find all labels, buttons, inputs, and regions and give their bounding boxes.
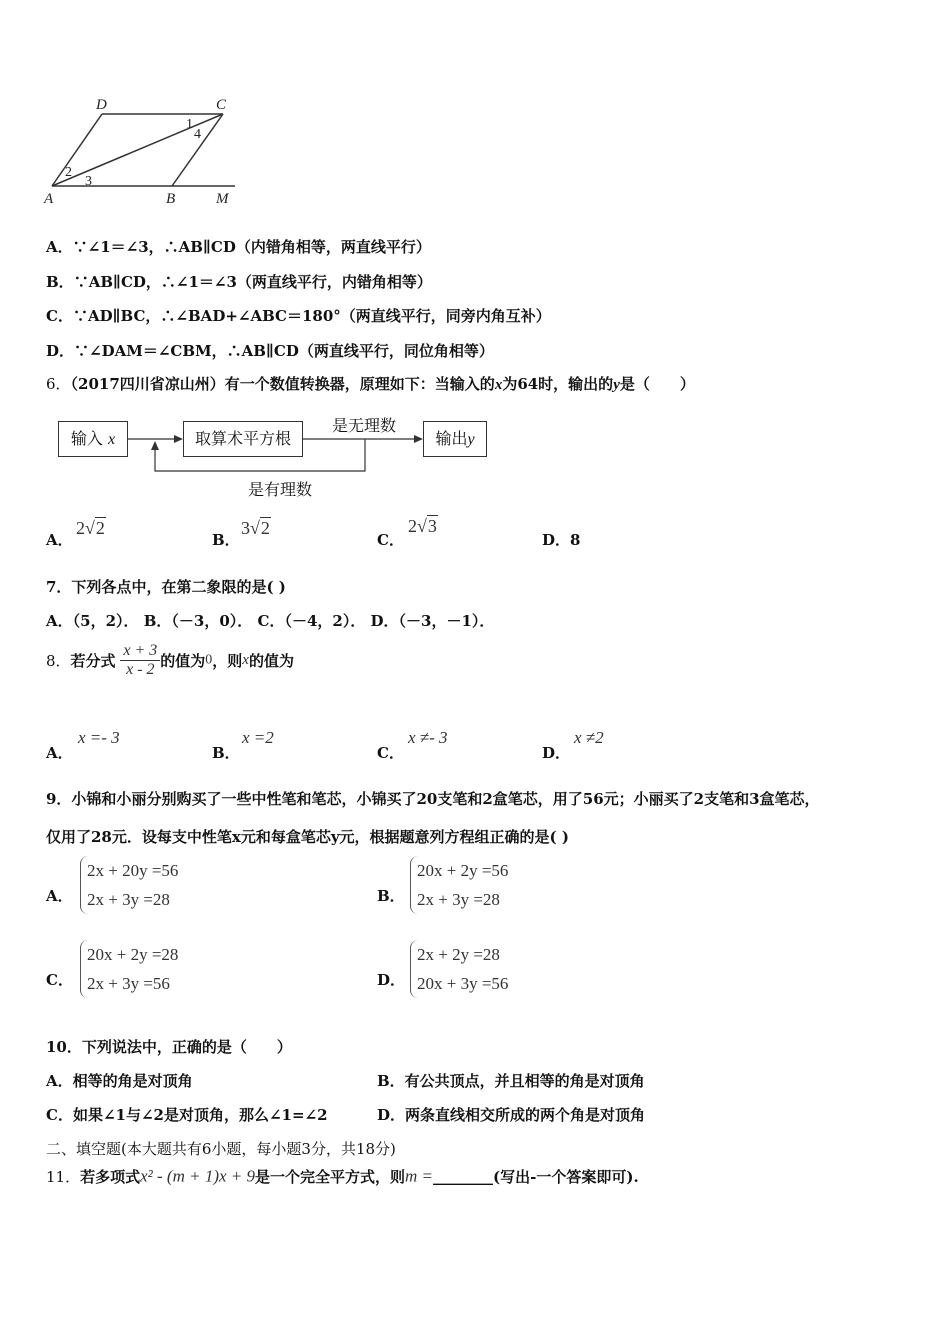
flow-label-irrational: 是无理数 — [332, 416, 397, 435]
label-c: C — [216, 97, 227, 113]
angle-1: 1 — [186, 117, 193, 132]
q6-option-a-letter: A． — [46, 531, 73, 549]
q9-line-1: 9．小锦和小丽分别购买了一些中性笔和笔芯，小锦买了20支笔和2盒笔芯，用了56元；小丽买了2支笔和3盒笔芯， — [46, 790, 820, 808]
q9-option-d-system: 2x + 2y =28 20x + 3y =56 — [410, 940, 508, 998]
flow-process-box: 取算术平方根 — [183, 421, 303, 457]
q9-option-b-letter: B． — [377, 887, 405, 905]
q10-option-a: A．相等的角是对顶角 — [46, 1072, 193, 1090]
q8-option-c-value: x ≠- 3 — [408, 728, 448, 747]
q8-option-d-value: x ≠2 — [574, 728, 604, 747]
q6-option-a-value: 2√2 — [76, 518, 105, 538]
q11-stem: 11．若多项式x² - (m + 1)x + 9是一个完全平方式，则m =________(写出-一个答案即可). — [46, 1166, 639, 1186]
q10-option-b: B．有公共顶点，并且相等的角是对顶角 — [377, 1072, 645, 1090]
q5-option-a: A．∵∠1＝∠3，∴AB∥CD（内错角相等，两直线平行） — [46, 238, 431, 256]
q6-option-c-letter: C． — [377, 531, 404, 549]
q5-option-c: C．∵AD∥BC，∴∠BAD+∠ABC＝180°（两直线平行，同旁内角互补） — [46, 307, 551, 325]
q6-option-b-letter: B． — [212, 531, 240, 549]
label-d: D — [96, 97, 107, 113]
parallelogram-figure — [40, 92, 250, 212]
q6-stem: 6．（2017四川省凉山州）有一个数值转换器，原理如下：当输入的x为64时，输出的y是（ ） — [46, 375, 695, 393]
label-m: M — [216, 191, 229, 207]
q10-option-c: C．如果∠1与∠2是对顶角，那么∠1=∠2 — [46, 1106, 328, 1124]
q6-option-c-value: 2√3 — [408, 516, 437, 536]
q10-stem: 10．下列说法中，正确的是（ ） — [46, 1038, 292, 1056]
q11-polynomial: x² - (m + 1)x + 9 — [140, 1166, 256, 1186]
flow-output-box: 输出y — [423, 421, 487, 457]
q8-fraction: $\frac{x + 3}{x - 2}$ — [120, 642, 160, 679]
q5-option-d: D．∵∠DAM＝∠CBM，∴AB∥CD（两直线平行，同位角相等） — [46, 342, 494, 360]
q9-option-c-letter: C． — [46, 971, 73, 989]
q8-stem: 8．若分式 $\frac{x + 3}{x - 2}$ 的值为0，则x的值为 — [46, 642, 294, 678]
q8-option-c-letter: C． — [377, 744, 404, 762]
q9-option-a-letter: A． — [46, 887, 73, 905]
q6-option-d: D．8 — [542, 531, 581, 549]
q9-line-2: 仅用了28元．设每支中性笔x元和每盒笔芯y元，根据题意列方程组正确的是( ) — [46, 828, 569, 846]
q9-option-c-system: 20x + 2y =28 2x + 3y =56 — [80, 940, 178, 998]
q8-option-d-letter: D． — [542, 744, 571, 762]
q8-option-b-value: x =2 — [242, 728, 274, 747]
q7-options: A．（5，2）． B．（－3，0）． C．（－4，2）． D．（－3，－1）． — [46, 612, 495, 630]
q9-option-b-system: 20x + 2y =56 2x + 3y =28 — [410, 856, 508, 914]
q7-stem: 7．下列各点中，在第二象限的是( ) — [46, 578, 286, 596]
q11-answer-blank[interactable]: ________ — [433, 1167, 494, 1186]
q5-option-b: B．∵AB∥CD，∴∠1＝∠3（两直线平行，内错角相等） — [46, 273, 432, 291]
q6-option-b-value: 3√2 — [241, 518, 270, 538]
flow-label-rational: 是有理数 — [248, 480, 313, 499]
q8-option-a-value: x =- 3 — [78, 728, 120, 747]
angle-2: 2 — [65, 165, 72, 180]
q9-option-d-letter: D． — [377, 971, 406, 989]
q8-option-a-letter: A． — [46, 744, 73, 762]
flow-input-box: 输入 x — [58, 421, 128, 457]
angle-4: 4 — [194, 127, 201, 142]
q9-option-a-system: 2x + 20y =56 2x + 3y =28 — [80, 856, 178, 914]
section-2-title: 二、填空题(本大题共有6小题，每小题3分，共18分) — [46, 1140, 396, 1158]
q8-option-b-letter: B． — [212, 744, 240, 762]
label-b: B — [166, 191, 176, 207]
q10-option-d: D．两条直线相交所成的两个角是对顶角 — [377, 1106, 646, 1124]
label-a: A — [44, 191, 54, 207]
angle-3: 3 — [85, 174, 92, 189]
